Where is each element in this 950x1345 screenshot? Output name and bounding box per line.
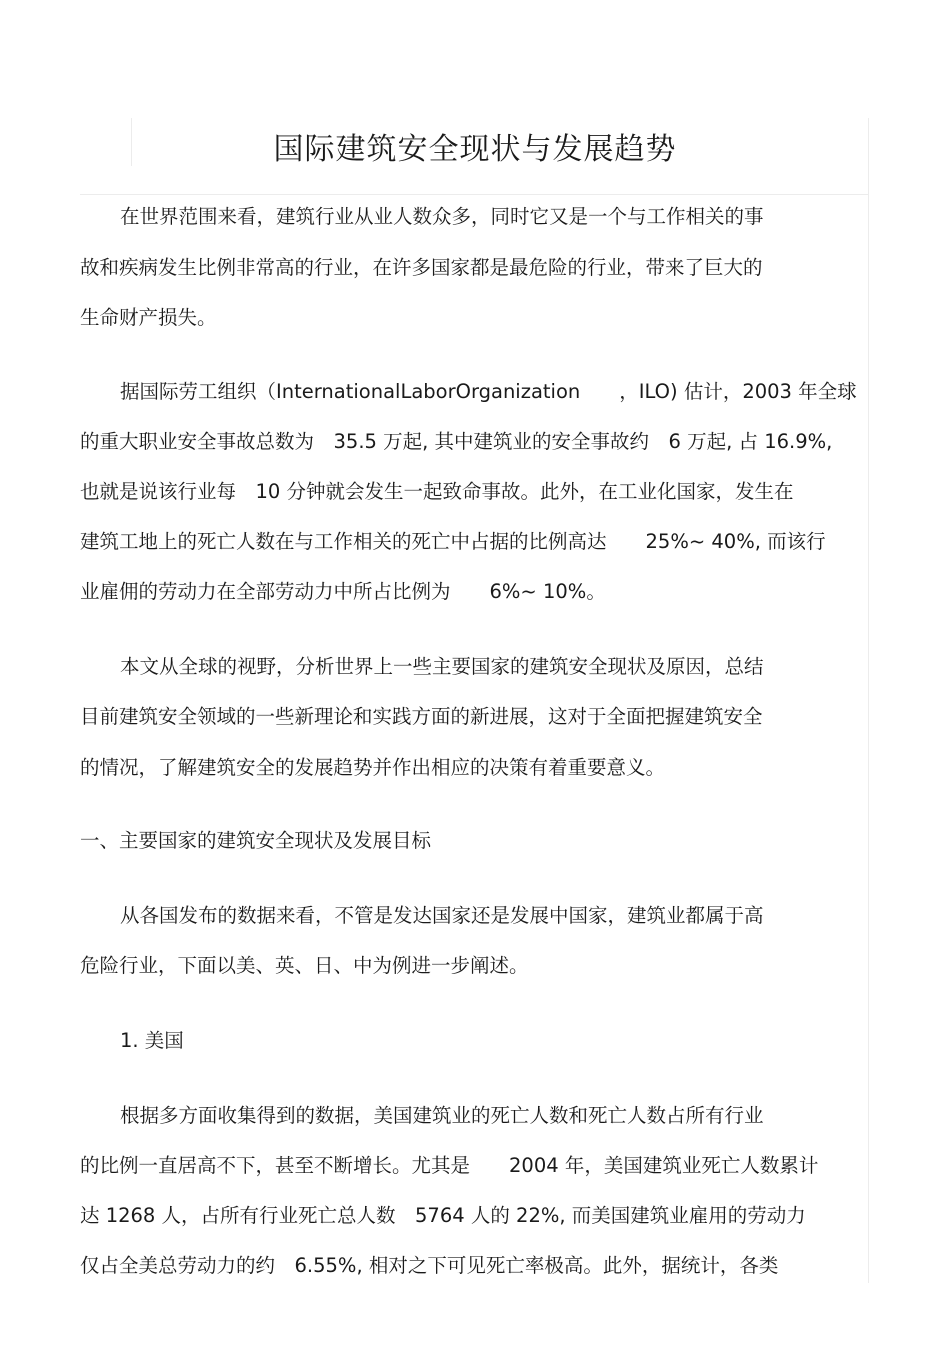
paragraph-2-line-1: 据国际劳工组织（InternationalLaborOrganization ，ILO) 估计，2003 年全球 [120,380,857,403]
paragraph-1-line-1: 在世界范围来看，建筑行业从业人数众多，同时它又是一个与工作相关的事 [120,205,764,228]
page-title: 国际建筑安全现状与发展趋势 [273,132,677,167]
paragraph-2-line-4: 建筑工地上的死亡人数在与工作相关的死亡中占据的比例高达 25%~ 40%, 而该行 [80,530,826,553]
paragraph-3-line-2: 目前建筑安全领域的一些新理论和实践方面的新进展，这对于全面把握建筑安全 [80,705,763,728]
paragraph-5-line-2: 的比例一直居高不下，甚至不断增长。尤其是 2004 年，美国建筑业死亡人数累计 [80,1154,819,1177]
paragraph-3-line-3: 的情况，了解建筑安全的发展趋势并作出相应的决策有着重要意义。 [80,756,666,779]
paragraph-2-line-5: 业雇佣的劳动力在全部劳动力中所占比例为 6%~ 10%。 [80,580,606,603]
frame-rule-under-title [80,194,869,195]
subsection-1-heading: 1. 美国 [120,1029,184,1052]
paragraph-4-line-2: 危险行业，下面以美、英、日、中为例进一步阐述。 [80,954,529,977]
paragraph-2-line-3: 也就是说该行业每 10 分钟就会发生一起致命事故。此外，在工业化国家，发生在 [80,480,794,503]
paragraph-4-line-1: 从各国发布的数据来看，不管是发达国家还是发展中国家，建筑业都属于高 [120,904,764,927]
paragraph-5-line-1: 根据多方面收集得到的数据，美国建筑业的死亡人数和死亡人数占所有行业 [120,1104,764,1127]
paragraph-5-line-4: 仅占全美总劳动力的约 6.55%, 相对之下可见死亡率极高。此外，据统计，各类 [80,1254,779,1277]
paragraph-5-line-3: 达 1268 人，占所有行业死亡总人数 5764 人的 22%, 而美国建筑业雇用的劳动力 [80,1204,806,1227]
paragraph-1-line-2: 故和疾病发生比例非常高的行业，在许多国家都是最危险的行业，带来了巨大的 [80,256,763,279]
paragraph-2-line-2: 的重大职业安全事故总数为 35.5 万起, 其中建筑业的安全事故约 6 万起, 占 16.9%, [80,430,833,453]
section-1-heading: 一、主要国家的建筑安全现状及发展目标 [80,829,432,852]
paragraph-1-line-3: 生命财产损失。 [80,306,217,329]
paragraph-3-line-1: 本文从全球的视野，分析世界上一些主要国家的建筑安全现状及原因，总结 [120,655,764,678]
